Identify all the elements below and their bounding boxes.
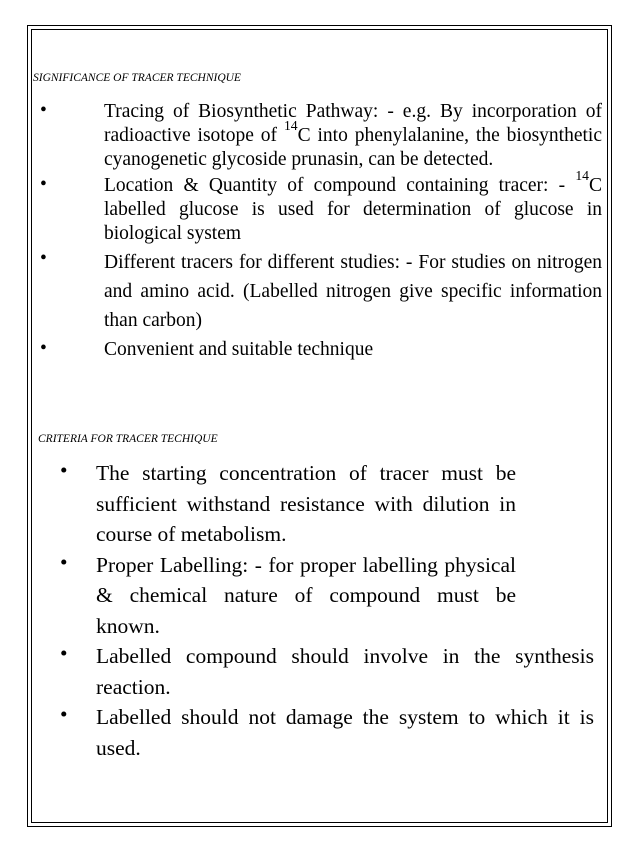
list-item-text: Labelled compound should involve in the synthesis reaction. bbox=[96, 644, 594, 699]
list-item bbox=[50, 458, 594, 550]
list-item-text: The starting concentration of tracer must be sufficient withstand resistance with dilution in course of metabolism. bbox=[96, 461, 516, 546]
list-item bbox=[34, 338, 602, 362]
text-part: Tracing of Biosynthetic Pathway: - e.g. By incorporation of radioactive isotope of bbox=[104, 101, 602, 146]
list-item-text bbox=[104, 100, 602, 172]
isotope-mass-number: 14 bbox=[575, 168, 589, 184]
bullet-icon: • bbox=[60, 641, 68, 665]
criteria-heading: CRITERIA FOR TRACER TECHIQUE bbox=[38, 433, 218, 445]
bullet-icon: • bbox=[40, 100, 47, 121]
bullet-icon: • bbox=[40, 248, 47, 269]
list-item bbox=[50, 641, 594, 702]
list-item-text: Convenient and suitable technique bbox=[104, 339, 374, 360]
significance-heading: SIGNIFICANCE OF TRACER TECHNIQUE bbox=[33, 72, 241, 84]
bullet-icon: • bbox=[60, 549, 68, 574]
text-part: Location & Quantity of compound containing tracer: - bbox=[104, 175, 576, 196]
list-item bbox=[34, 248, 602, 335]
bullet-icon: • bbox=[40, 338, 47, 359]
list-item-text: Labelled should not damage the system to which it is used. bbox=[96, 705, 594, 760]
bullet-icon: • bbox=[60, 458, 68, 482]
list-item bbox=[50, 702, 594, 763]
list-item-text: Proper Labelling: - for proper labelling physical & chemical nature of compound must be known. bbox=[96, 552, 516, 638]
list-item bbox=[50, 550, 594, 642]
text-part: C into phenylalanine, the biosynthetic cyanogenetic glycoside prunasin, can be detected. bbox=[104, 125, 602, 170]
list-item bbox=[34, 168, 602, 246]
list-item-text bbox=[104, 168, 602, 246]
criteria-list bbox=[50, 458, 594, 763]
isotope-mass-number: 14 bbox=[283, 118, 298, 134]
list-item-text: Different tracers for different studies: - For studies on nitrogen and amino acid. (Labelled nitrogen give specific information than carbon) bbox=[104, 252, 602, 331]
list-item bbox=[34, 100, 602, 172]
bullet-icon: • bbox=[40, 174, 47, 195]
significance-list bbox=[34, 100, 602, 362]
text-part: C labelled glucose is used for determination of glucose in biological system bbox=[104, 175, 602, 244]
bullet-icon: • bbox=[60, 702, 68, 726]
